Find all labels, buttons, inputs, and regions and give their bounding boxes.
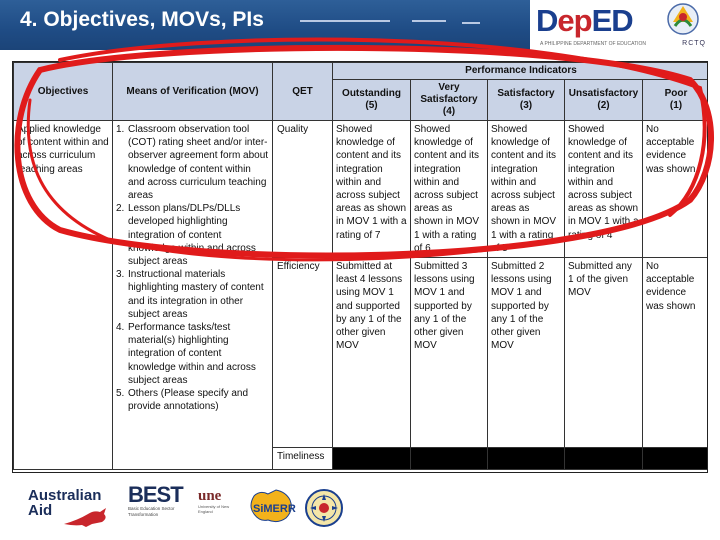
timeliness-outstanding [333,448,411,470]
slide-header [0,0,720,50]
list-item: 3. Instructional materials highlighting mastery of content and its integration in other subject areas [116,269,264,320]
qet-quality: Quality [273,121,333,258]
mov-list [116,123,269,413]
quality-satisfactory: Showed knowledge of content and its integration within and across subject areas as shown in MOV 1 with a rating of 5 [488,121,565,258]
deped-tagline: A PHILIPPINE DEPARTMENT OF EDUCATION [540,41,647,47]
header-level-satisfactory: Satisfactory (3) [488,80,565,121]
quality-unsatisfactory: Showed knowledge of content and its integration within and across subject areas as shown in MOV 1 with a rating of 4 [565,121,643,258]
deped-wordmark: DepED [536,3,633,38]
qet-timeliness: Timeliness [273,448,333,470]
efficiency-unsatisfactory: Submitted any 1 of the given MOV [565,258,643,448]
list-item: 5. Others (Please specify and provide annotations) [116,388,249,413]
slide-title: 4. Objectives, MOVs, PIs [20,8,264,31]
efficiency-outstanding: Submitted at least 4 lessons using MOV 1 and supported by any 1 of the other given MOV [333,258,411,448]
footer-logos [0,474,720,540]
objective-cell: Applied knowledge of content within and across curriculum teaching areas [14,121,113,470]
quality-outstanding: Showed knowledge of content and its integration within and across subject areas as shown in MOV 1 with a rating of 7 [333,121,411,258]
efficiency-poor: No acceptable evidence was shown [643,258,709,448]
deped-logo [530,0,720,50]
australian-aid-logo: Australian Aid [28,487,102,519]
list-item: 1. Classroom observation tool (COT) rating sheet and/or inter-observer agreement form about knowledge of content within and across curriculum teaching areas [116,124,269,202]
performance-indicator-table [12,61,708,473]
header-objectives: Objectives [14,63,113,121]
qet-efficiency: Efficiency [273,258,333,448]
header-level-poor: Poor (1) [643,80,709,121]
header-level-very-satisfactory: Very Satisfactory (4) [411,80,488,121]
efficiency-satisfactory: Submitted 2 lessons using MOV 1 and supported by any 1 of the other given MOV [488,258,565,448]
timeliness-unsatisfactory [565,448,643,470]
mov-cell [113,121,273,470]
timeliness-satisfactory [488,448,565,470]
timeliness-poor [643,448,709,470]
rctq-logo-icon [666,2,700,36]
simerr-logo-icon [246,486,296,528]
table-row-quality [14,121,709,258]
header-decoration-line [300,20,390,22]
quality-very-satisfactory: Showed knowledge of content and its integration within and across subject areas as shown in MOV 1 with a rating of 6 [411,121,488,258]
efficiency-very-satisfactory: Submitted 3 lessons using MOV 1 and supported by any 1 of the other given MOV [411,258,488,448]
best-logo: BEST Basic Education Sector Transformation [128,482,183,517]
header-qet: QET [273,63,333,121]
list-item: 4. Performance tasks/test material(s) highlighting integration of content knowledge within and across subject areas [116,322,256,386]
header-level-outstanding: Outstanding (5) [333,80,411,121]
une-logo: une University of New England [198,488,230,514]
header-performance-indicators: Performance Indicators [333,63,709,80]
rctq-label: RCTQ [682,40,706,47]
timeliness-very-satisfactory [411,448,488,470]
quality-poor: No acceptable evidence was shown [643,121,709,258]
kangaroo-icon [62,506,114,528]
kra-table [13,62,708,470]
header-mov: Means of Verification (MOV) [113,63,273,121]
government-seal-icon [304,488,344,528]
header-decoration-line [462,22,480,24]
header-level-unsatisfactory: Unsatisfactory (2) [565,80,643,121]
list-item: 2. Lesson plans/DLPs/DLLs developed highlighting integration of content knowledge within and across subject areas [116,203,256,268]
header-decoration-line [412,20,446,22]
svg-text:SiMERR: SiMERR [253,503,296,515]
